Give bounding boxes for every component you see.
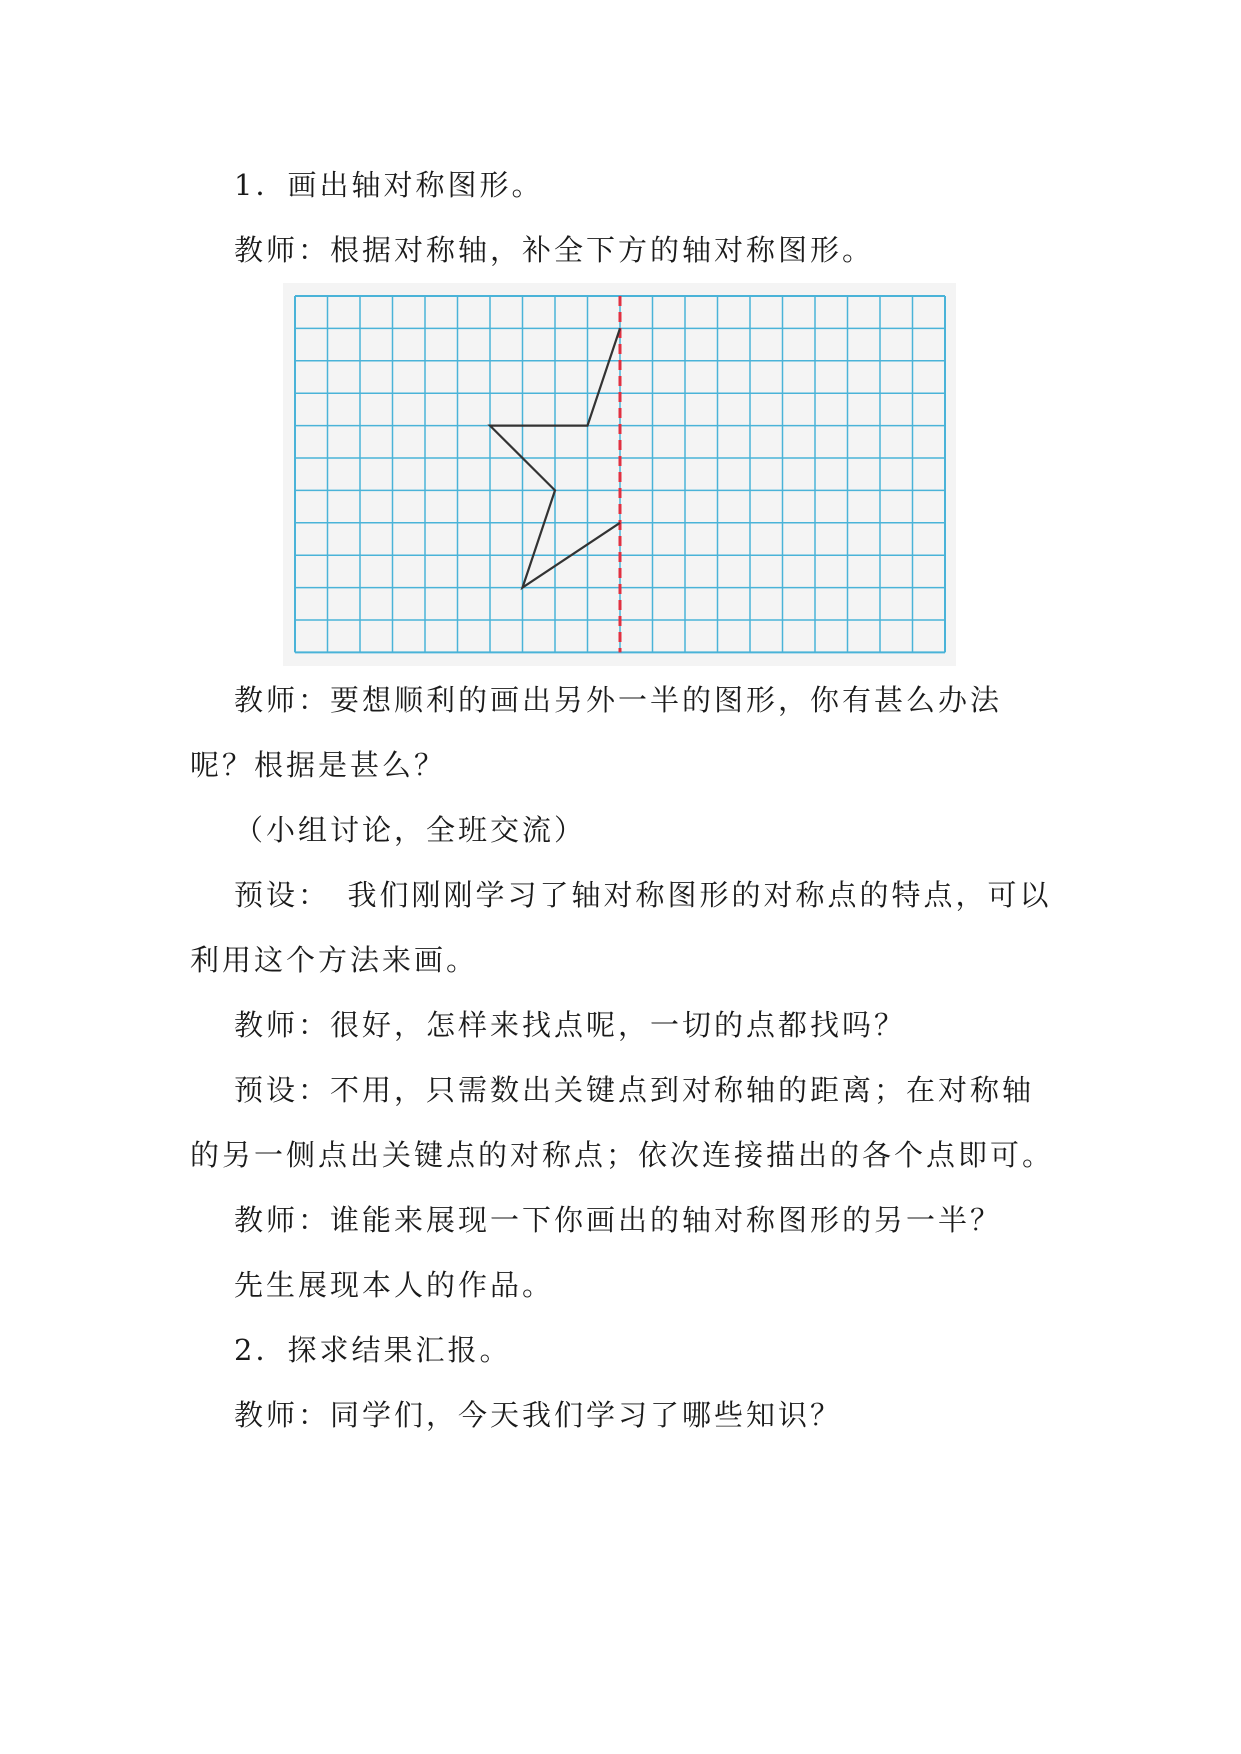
teacher-instruction: 教师：根据对称轴，补全下方的轴对称图形。 <box>234 233 875 267</box>
expected-answer-2: 预设：不用，只需数出关键点到对称轴的距离；在对称轴的另一侧点出关键点的对称点；依次连接描出的各个点即可。 <box>190 1073 1055 1172</box>
group-discussion-note: （小组讨论，全班交流） <box>234 813 587 847</box>
teacher-summary-question: 教师：同学们，今天我们学习了哪些知识？ <box>234 1398 843 1432</box>
section-heading-2: 2．探求结果汇报。 <box>234 1333 512 1367</box>
section-heading-1: 1．画出轴对称图形。 <box>234 168 544 202</box>
expected-answer-1: 预设： 我们刚刚学习了轴对称图形的对称点的特点，可以利用这个方法来画。 <box>190 878 1052 977</box>
student-showcase: 先生展现本人的作品。 <box>234 1268 555 1302</box>
teacher-invitation: 教师：谁能来展现一下你画出的轴对称图形的另一半？ <box>234 1203 1003 1237</box>
symmetry-grid-figure <box>283 283 956 666</box>
teacher-follow-up: 教师：很好，怎样来找点呢，一切的点都找吗？ <box>234 1008 907 1042</box>
grid-canvas <box>283 283 956 666</box>
teacher-question: 教师：要想顺利的画出另外一半的图形，你有甚么办法呢？根据是甚么？ <box>190 683 1003 782</box>
